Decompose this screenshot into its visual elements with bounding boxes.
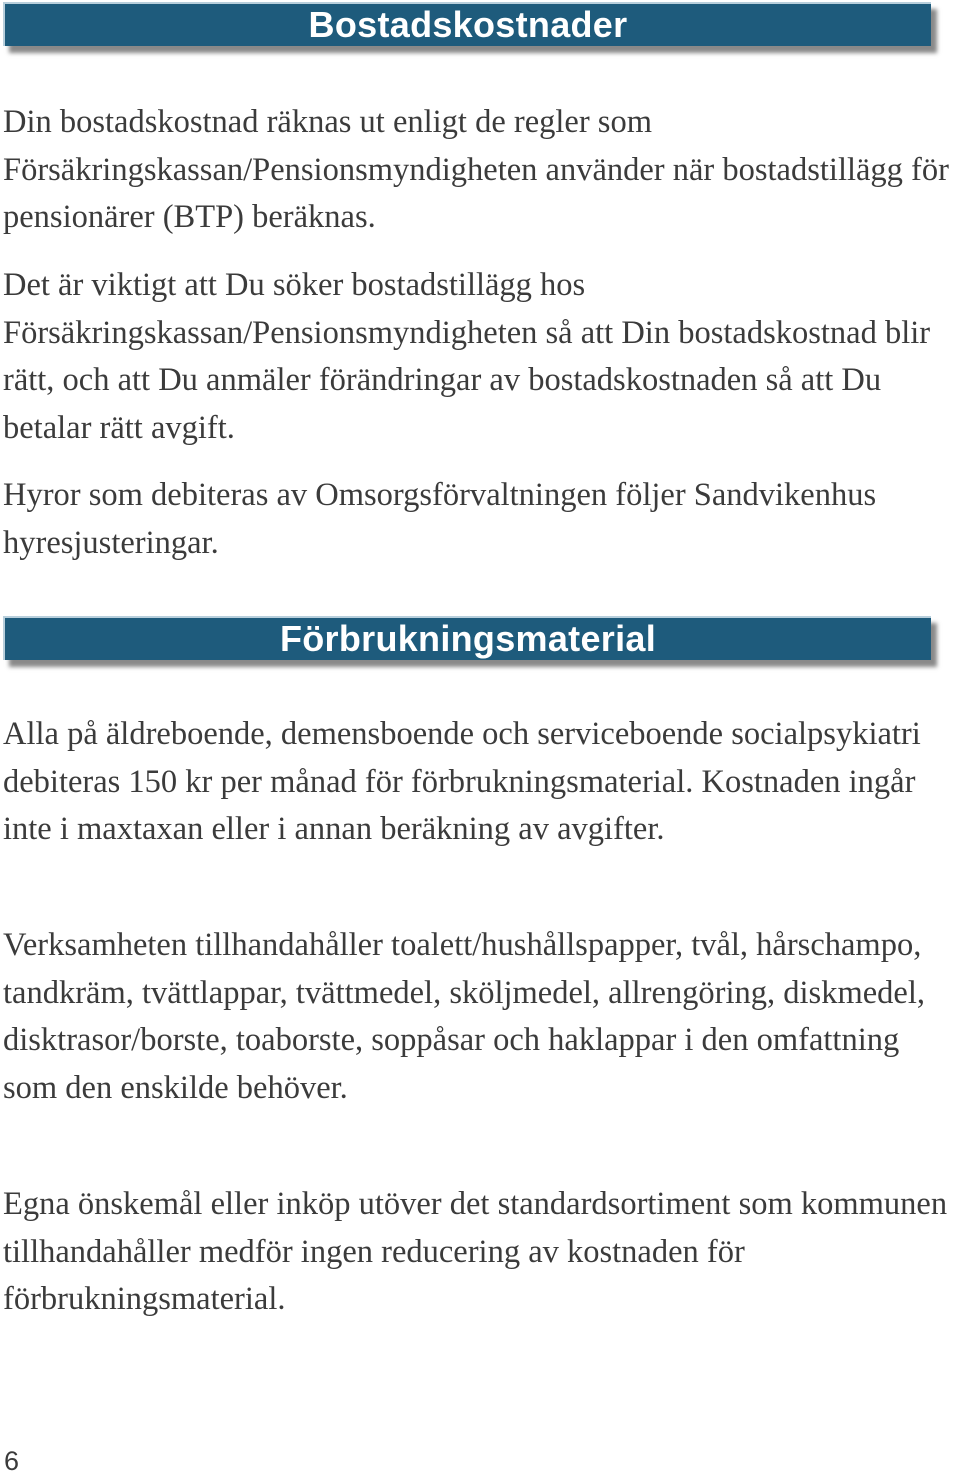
page-number: 6	[4, 1446, 20, 1476]
paragraph-hyror: Hyror som debiteras av Omsorgsförvaltningen följer Sandvikenhus hyresjusteringar.	[3, 477, 877, 561]
section-header-forbrukningsmaterial	[3, 616, 931, 660]
section-header-bostadskostnader	[3, 2, 931, 46]
paragraph-egna-onskemal: Egna önskemål eller inköp utöver det standardsortiment som kommunen tillhandahåller medför ingen reducering av kostnaden för förbrukningsmaterial.	[3, 1186, 948, 1317]
paragraph-bostadstillagg: Det är viktigt att Du söker bostadstillägg hos Försäkringskassan/Pensionsmyndigheten så att Din bostadskostnad blir rätt, och att Du anmäler förändringar av bostadskostnaden så att Du betalar rätt avgift.	[3, 267, 931, 446]
paragraph-bostadskostnad-regler: Din bostadskostnad räknas ut enligt de regler som Försäkringskassan/Pensionsmyndigheten använder när bostadstillägg för pensionärer (BTP) beräknas.	[3, 104, 949, 235]
paragraph-verksamheten-tillhandahaller: Verksamheten tillhandahåller toalett/hushållspapper, tvål, hårschampo, tandkräm, tvättlappar, tvättmedel, sköljmedel, allrengöring, diskmedel, disktrasor/borste, toaborste, soppåsar och haklappar i den omfattning som den enskilde behöver.	[3, 927, 925, 1106]
section-title-forbrukningsmaterial: Förbrukningsmaterial	[279, 618, 657, 659]
paragraph-forbrukning-avgift: Alla på äldreboende, demensboende och serviceboende socialpsykiatri debiteras 150 kr per månad för förbrukningsmaterial. Kostnaden ingår inte i maxtaxan eller i annan beräkning av avgifter.	[3, 716, 921, 847]
section-title-bostadskostnader: Bostadskostnader	[308, 4, 628, 45]
